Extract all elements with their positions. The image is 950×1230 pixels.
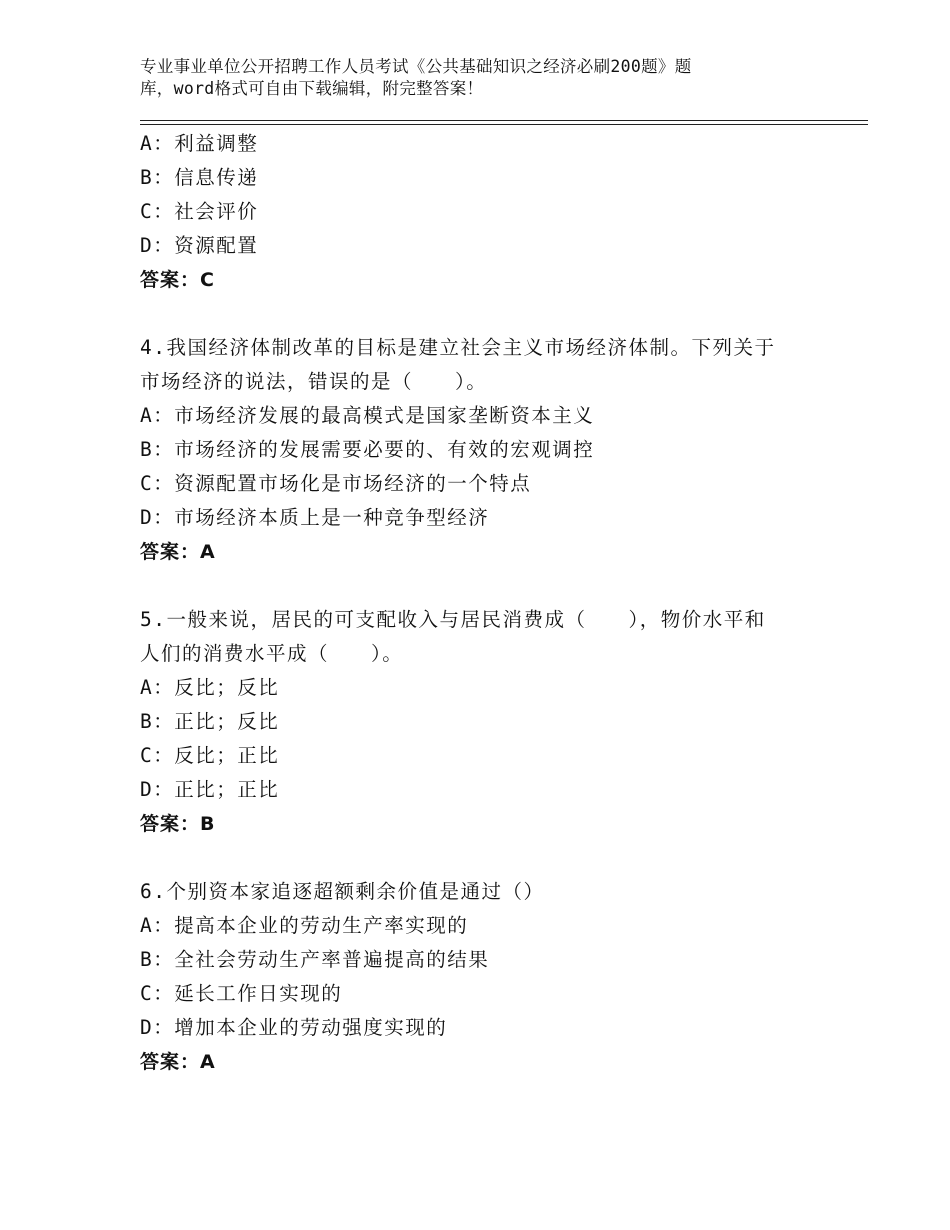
answer-label: 答案：C bbox=[140, 269, 215, 291]
document-body bbox=[140, 127, 830, 1079]
option-b: B：信息传递 bbox=[140, 166, 259, 189]
paragraph-gap bbox=[140, 569, 830, 603]
question-stem-line-2: 市场经济的说法，错误的是（ ）。 bbox=[140, 370, 488, 393]
question-stem-line-1: 5.一般来说，居民的可支配收入与居民消费成（ ），物价水平和 bbox=[140, 608, 766, 631]
question-block-6 bbox=[140, 875, 830, 1079]
question-stem-line-2: 人们的消费水平成（ ）。 bbox=[140, 642, 404, 665]
document-header bbox=[140, 56, 780, 100]
header-line-2: 库，word格式可自由下载编辑，附完整答案！ bbox=[140, 79, 484, 98]
question-block-5 bbox=[140, 603, 830, 841]
question-stem-line-1: 4.我国经济体制改革的目标是建立社会主义市场经济体制。下列关于 bbox=[140, 336, 776, 359]
paragraph-gap bbox=[140, 841, 830, 875]
answer-label: 答案：A bbox=[140, 541, 216, 563]
header-divider-top bbox=[140, 120, 868, 121]
option-d: D：市场经济本质上是一种竞争型经济 bbox=[140, 506, 490, 529]
option-b: B：市场经济的发展需要必要的、有效的宏观调控 bbox=[140, 438, 595, 461]
option-d: D：资源配置 bbox=[140, 234, 259, 257]
answer-label: 答案：A bbox=[140, 1051, 216, 1073]
question-stem-line-1: 6.个别资本家追逐超额剩余价值是通过（） bbox=[140, 880, 545, 903]
option-a: A：反比；反比 bbox=[140, 676, 280, 699]
option-c: C：资源配置市场化是市场经济的一个特点 bbox=[140, 472, 532, 495]
option-c: C：社会评价 bbox=[140, 200, 259, 223]
option-c: C：延长工作日实现的 bbox=[140, 982, 343, 1005]
header-divider-bottom bbox=[140, 124, 868, 125]
question-block-3 bbox=[140, 127, 830, 297]
option-b: B：全社会劳动生产率普遍提高的结果 bbox=[140, 948, 490, 971]
option-d: D：增加本企业的劳动强度实现的 bbox=[140, 1016, 448, 1039]
question-block-4 bbox=[140, 331, 830, 569]
option-a: A：提高本企业的劳动生产率实现的 bbox=[140, 914, 469, 937]
option-a: A：利益调整 bbox=[140, 132, 259, 155]
answer-label: 答案：B bbox=[140, 813, 216, 835]
option-b: B：正比；反比 bbox=[140, 710, 280, 733]
option-c: C：反比；正比 bbox=[140, 744, 280, 767]
paragraph-gap bbox=[140, 297, 830, 331]
header-line-1: 专业事业单位公开招聘工作人员考试《公共基础知识之经济必刷200题》题 bbox=[140, 57, 692, 76]
option-a: A：市场经济发展的最高模式是国家垄断资本主义 bbox=[140, 404, 595, 427]
option-d: D：正比；正比 bbox=[140, 778, 280, 801]
